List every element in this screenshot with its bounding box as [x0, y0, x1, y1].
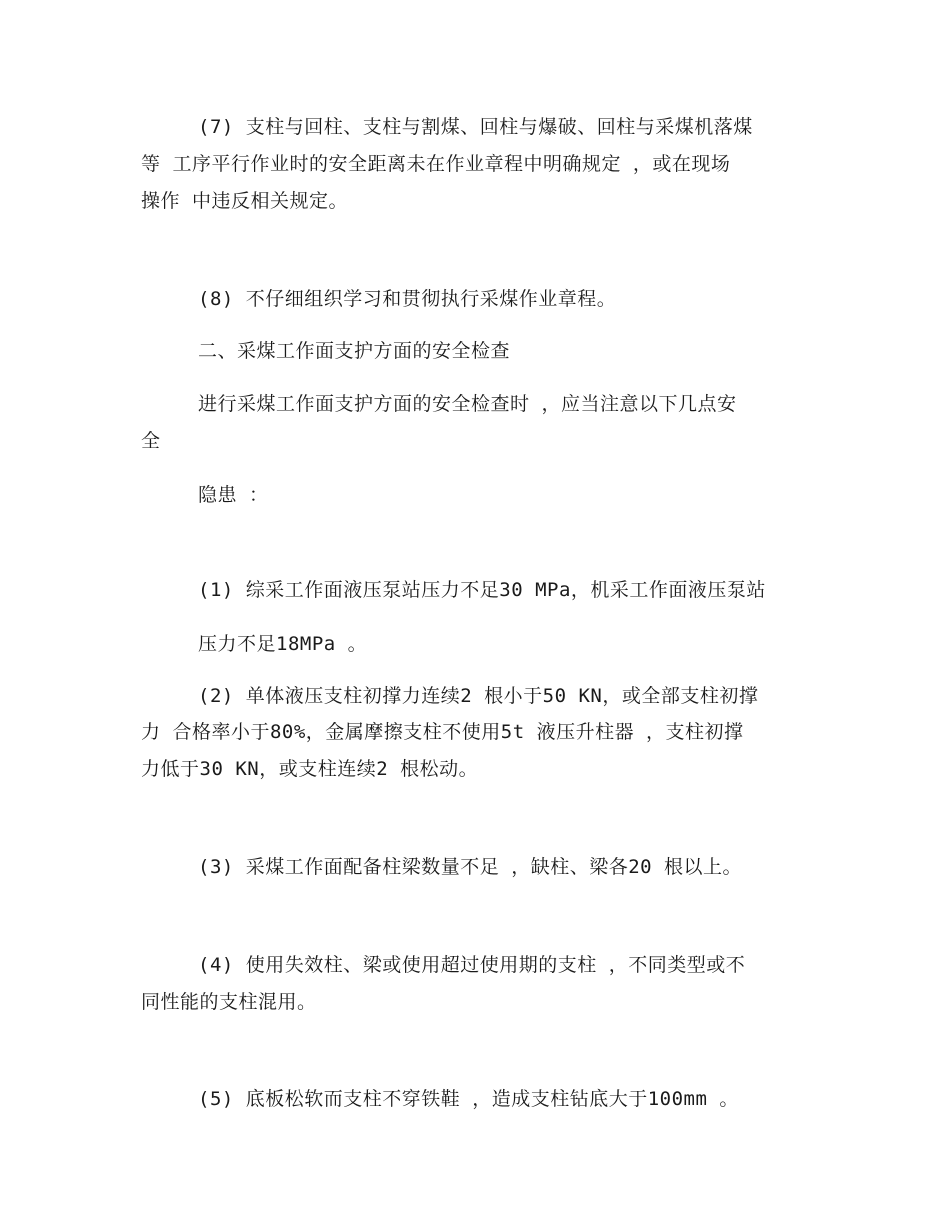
item-4-line-1: (4) 使用失效柱、梁或使用超过使用期的支柱 ，不同类型或不: [198, 954, 746, 976]
item-3: (3) 采煤工作面配备柱梁数量不足 ，缺柱、梁各20 根以上。: [198, 856, 743, 878]
item-5: (5) 底板松软而支柱不穿铁鞋 ，造成支柱钻底大于100mm 。: [198, 1088, 739, 1110]
item-2-line-3: 力低于30 KN，或支柱连续2 根松动。: [141, 758, 479, 780]
paragraph-7-line-3: 操作 中违反相关规定。: [141, 190, 348, 212]
item-2-line-2: 力 合格率小于80%，金属摩擦支柱不使用5t 液压升柱器 ，支柱初撑: [141, 721, 744, 743]
paragraph-7-line-1: (7) 支柱与回柱、支柱与割煤、回柱与爆破、回柱与采煤机落煤: [198, 116, 753, 138]
section-heading: 二、采煤工作面支护方面的安全检查: [198, 340, 511, 362]
item-1-line-2: 压力不足18MPa 。: [198, 633, 368, 655]
paragraph-8: (8) 不仔细组织学习和贯彻执行采煤作业章程。: [198, 288, 617, 310]
paragraph-7-line-2: 等 工序平行作业时的安全距离未在作业章程中明确规定 ，或在现场: [141, 153, 731, 175]
hazards-label: 隐患 ：: [198, 484, 269, 506]
item-4-line-2: 同性能的支柱混用。: [141, 991, 317, 1013]
intro-line-1: 进行采煤工作面支护方面的安全检查时 ，应当注意以下几点安: [198, 393, 737, 415]
item-1-line-1: (1) 综采工作面液压泵站压力不足30 MPa，机采工作面液压泵站: [198, 579, 766, 601]
intro-line-2: 全: [141, 430, 161, 452]
item-2-line-1: (2) 单体液压支柱初撑力连续2 根小于50 KN，或全部支柱初撑: [198, 685, 759, 707]
